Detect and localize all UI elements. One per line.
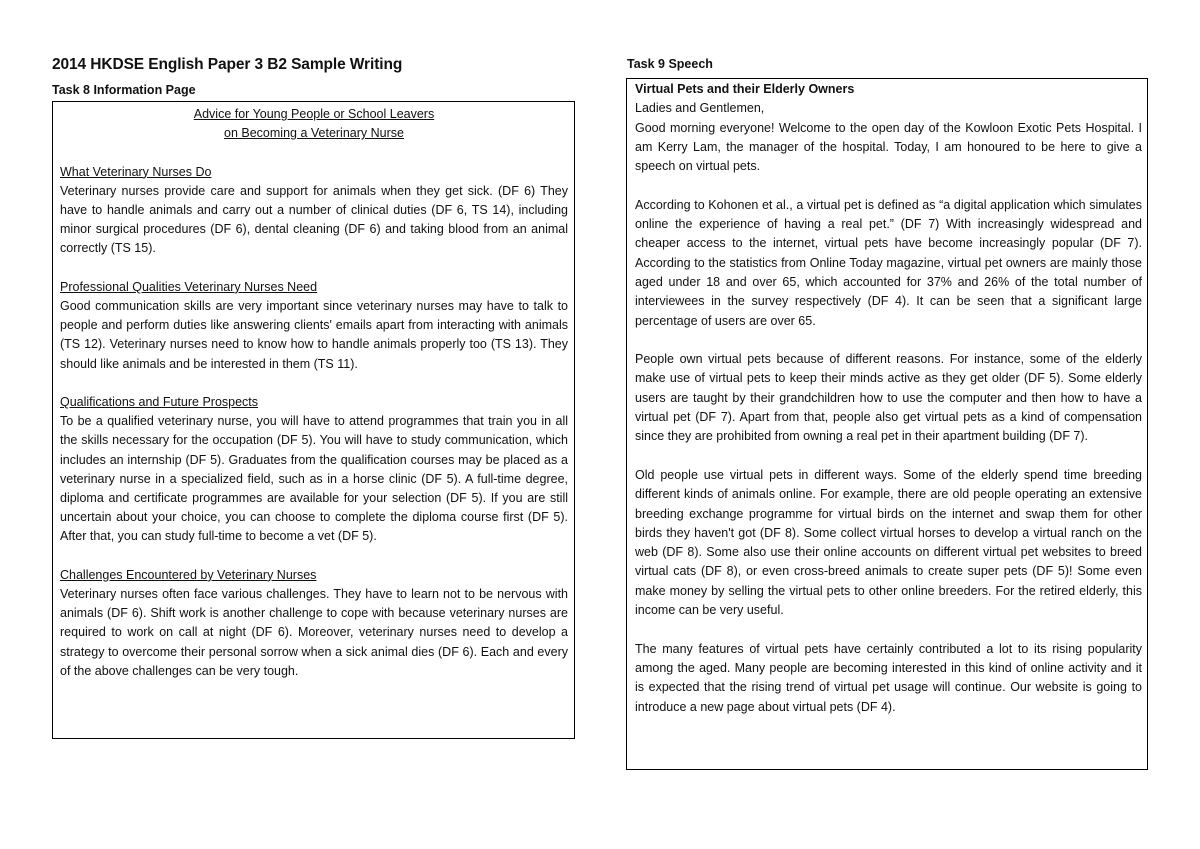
task8-label: Task 8 Information Page xyxy=(52,83,196,97)
advice-title-line2: on Becoming a Veterinary Nurse xyxy=(224,126,404,141)
section-body-what-nurses-do: Veterinary nurses provide care and support for animals when they get sick. (DF 6) They have to handle animals and carry out a number of clinical duties (DF 6, TS 14), including minor surgical procedures (DF 6), dental cleaning (DF 6) and taking blood from an animal correctly (TS 15). xyxy=(60,183,568,256)
section-heading-challenges: Challenges Encountered by Veterinary Nurses xyxy=(60,567,317,582)
section-heading-what-nurses-do: What Veterinary Nurses Do xyxy=(60,164,212,179)
task9-label: Task 9 Speech xyxy=(627,57,713,71)
task9-speech-box xyxy=(626,78,1148,770)
speech-paragraph: Good morning everyone! Welcome to the open day of the Kowloon Exotic Pets Hospital. I am Kerry Lam, the manager of the hospital. Today, I am honoured to be here to give a speech on virtual pets. xyxy=(635,120,1142,174)
section-body-challenges: Veterinary nurses often face various challenges. They have to learn not to be nervous with animals (DF 6). Shift work is another challenge to cope with because veterinary nurses are required to work on call at night (DF 6). Moreover, veterinary nurses need to develop a strategy to overcome their personal sorrow when a sick animal dies (DF 6). Each and every of the above challenges can be very tough. xyxy=(60,587,568,678)
document-title: 2014 HKDSE English Paper 3 B2 Sample Writing xyxy=(52,56,403,73)
speech-paragraph: The many features of virtual pets have certainly contributed a lot to its rising popularity among the aged. Many people are becoming interested in this kind of online activity and it is expected that the rising trend of virtual pet usage will continue. Our website is going to introduce a new page about virtual pets (DF 4). xyxy=(635,641,1142,714)
speech-paragraph: According to Kohonen et al., a virtual pet is defined as “a digital application which simulates online the experience of having a real pet.” (DF 7) With increasingly widespread and cheaper access to the internet, virtual pets have become increasingly popular (DF 7). According to the statistics from Online Today magazine, virtual pet owners are mainly those aged under 18 and over 65, which accounted for 37% and 26% of the total number of interviewees in the survey respectively (DF 4). It can be seen that a significant large percentage of users are over 65. xyxy=(635,197,1142,328)
section-body-professional-qualities: Good communication skills are very important since veterinary nurses may have to talk to people and perform duties like answering clients' emails apart from interacting with animals (TS 12). Veterinary nurses need to know how to handle animals properly too (TS 13). They should like animals and be interested in them (TS 11). xyxy=(60,299,568,371)
speech-salutation: Ladies and Gentlemen, xyxy=(635,101,765,116)
speech-paragraph: People own virtual pets because of different reasons. For instance, some of the elderly make use of virtual pets to keep their minds active as they get older (DF 5). Some elderly users are taught by their grandchildren how to use the computer and then how to have a virtual pet (DF 7). Apart from that, people also get virtual pets as a kind of compensation since they are prohibited from owning a real pet in their apartment building (DF 7). xyxy=(635,352,1142,444)
section-body-qualifications: To be a qualified veterinary nurse, you will have to attend programmes that train you in all the skills necessary for the occupation (DF 5). You will have to study communication, which includes an internship (DF 5). Graduates from the qualification courses may be placed as a veterinary nurse in a specialized field, such as in a horse clinic (DF 5). A full-time degree, diploma and certificate programmes are available for your selection (DF 5). If you are still uncertain about your choice, you can choose to complete the diploma course first (DF 5). After that, you can study full-time to become a vet (DF 5). xyxy=(60,414,568,544)
task8-information-page-box xyxy=(52,101,575,739)
speech-title: Virtual Pets and their Elderly Owners xyxy=(635,82,855,96)
advice-title-line1: Advice for Young People or School Leavers xyxy=(193,107,435,121)
section-heading-qualifications: Qualifications and Future Prospects xyxy=(60,395,259,409)
section-heading-professional-qualities: Professional Qualities Veterinary Nurses Need xyxy=(60,279,318,294)
speech-paragraph: Old people use virtual pets in different ways. Some of the elderly spend time breeding different kinds of animals online. For example, there are old people operating an extensive breeding exchange programme for virtual birds on the internet and swap them for other birds they haven't got (DF 8). Some collect virtual horses to develop a virtual ranch on the web (DF 8). Some also use their online accounts on different virtual pet websites to breed virtual cats (DF 8), or even cross-breed animals to create super pets (DF 5)! Some even make money by selling the virtual pets to other online breeders. For the retired elderly, this income can be very useful. xyxy=(635,467,1142,618)
